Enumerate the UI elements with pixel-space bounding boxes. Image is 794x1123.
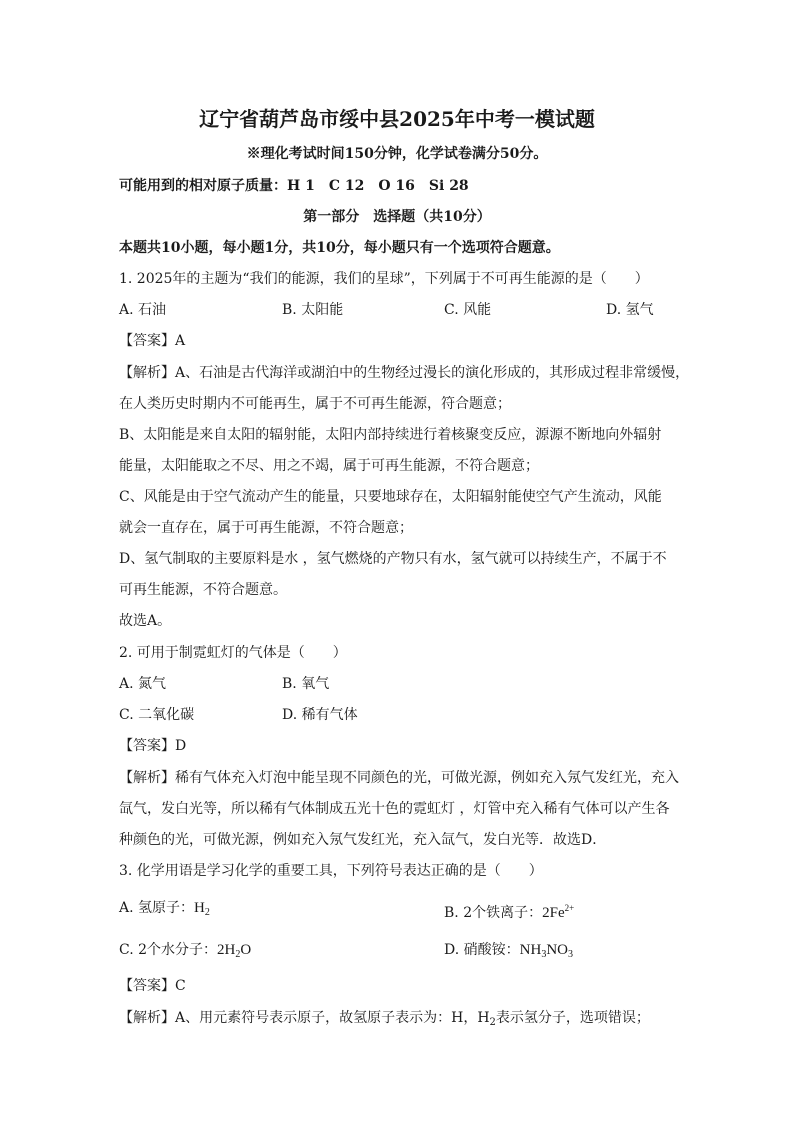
q1-option-c: C. 风能	[444, 302, 492, 318]
q3-option-c-formula: $2H_2O$	[217, 942, 252, 960]
q1-option-b: B. 太阳能	[282, 302, 344, 318]
q3-option-c-label: C. 2个水分子：	[119, 942, 218, 958]
q1-answer: 【答案】A	[119, 333, 186, 349]
part-title: 第一部分 选择题（共10分）	[303, 209, 491, 225]
q3-option-a-formula: $H_2$	[194, 900, 210, 918]
q3-option-d-label: D. 硝酸铵：	[444, 942, 520, 958]
q1-analysis-line: 在人类历史时期内不可能再生，属于不可再生能源，符合题意；	[119, 396, 511, 412]
q1-analysis-line: 可再生能源，不符合题意。	[119, 582, 287, 598]
q2-option-a: A. 氮气	[119, 676, 167, 692]
q1-option-d: D. 氢气	[606, 302, 654, 318]
q2-analysis-line: 种颜色的光，可做光源，例如充入氖气发红光，充入氙气，发白光等．故选D．	[119, 832, 607, 848]
q1-analysis-line: 【解析】A、石油是古代海洋或湖泊中的生物经过漫长的演化形成的，其形成过程非常缓慢，	[119, 365, 690, 381]
exam-note: ※理化考试时间150分钟，化学试卷满分50分。	[246, 146, 548, 162]
q3-option-b-formula: $2Fe^{2+}$	[542, 903, 575, 921]
q3-stem: 3. 化学用语是学习化学的重要工具，下列符号表达正确的是（ ）	[119, 863, 543, 879]
q2-option-b: B. 氧气	[282, 676, 330, 692]
page-title: 辽宁省葫芦岛市绥中县2025年中考一模试题	[199, 107, 595, 131]
q1-option-a: A. 石油	[119, 302, 167, 318]
q2-analysis-line: 【解析】稀有气体充入灯泡中能呈现不同颜色的光，可做光源，例如充入氖气发红光，充入	[119, 770, 679, 786]
q1-analysis-line: 能量，太阳能取之不尽、用之不竭，属于可再生能源，不符合题意；	[119, 458, 539, 474]
q3-answer: 【答案】C	[119, 978, 186, 994]
q1-analysis-line: 故选A。	[119, 613, 172, 629]
q3-option-a-label: A. 氢原子：	[119, 900, 195, 916]
q3-option-b-label: B. 2个铁离子：	[444, 905, 543, 921]
q3-analysis-line: 【解析】A、用元素符号表示原子，故氢原子表示为：H，$H_2$表示氢分子，选项错误；	[119, 1010, 650, 1028]
q2-option-c: C. 二氧化碳	[119, 707, 195, 723]
q2-analysis-line: 氙气，发白光等，所以稀有气体制成五光十色的霓虹灯 ，灯管中充入稀有气体可以产生各	[119, 801, 670, 817]
atomic-mass-info: 可能用到的相对原子质量：H 1 C 12 O 16 Si 28	[119, 178, 469, 194]
q2-stem: 2. 可用于制霓虹灯的气体是（ ）	[119, 645, 347, 661]
q3-option-b	[444, 898, 574, 923]
q1-analysis-line: B、太阳能是来自太阳的辐射能，太阳内部持续进行着核聚变反应，源源不断地向外辐射	[119, 427, 662, 443]
q1-analysis-line: 就会一直存在，属于可再生能源，不符合题意；	[119, 520, 413, 536]
q1-analysis-line: C、风能是由于空气流动产生的能量，只要地球存在，太阳辐射能使空气产生流动，风能	[119, 489, 662, 505]
q3-option-c	[119, 940, 251, 965]
part-instruction: 本题共10小题，每小题1分，共10分，每小题只有一个选项符合题意。	[119, 240, 560, 256]
q1-stem: 1. 2025年的主题为“我们的能源，我们的星球”，下列属于不可再生能源的是（ ）	[119, 271, 649, 287]
q2-option-d: D. 稀有气体	[282, 707, 358, 723]
q2-answer: 【答案】D	[119, 738, 187, 754]
q3-option-a	[119, 898, 210, 923]
q3-option-d-formula: $NH_3NO_3$	[519, 942, 573, 960]
q3-option-d	[444, 940, 573, 965]
q1-analysis-line: D、氢气制取的主要原料是水 ，氢气燃烧的产物只有水，氢气就可以持续生产，不属于不	[119, 551, 667, 567]
